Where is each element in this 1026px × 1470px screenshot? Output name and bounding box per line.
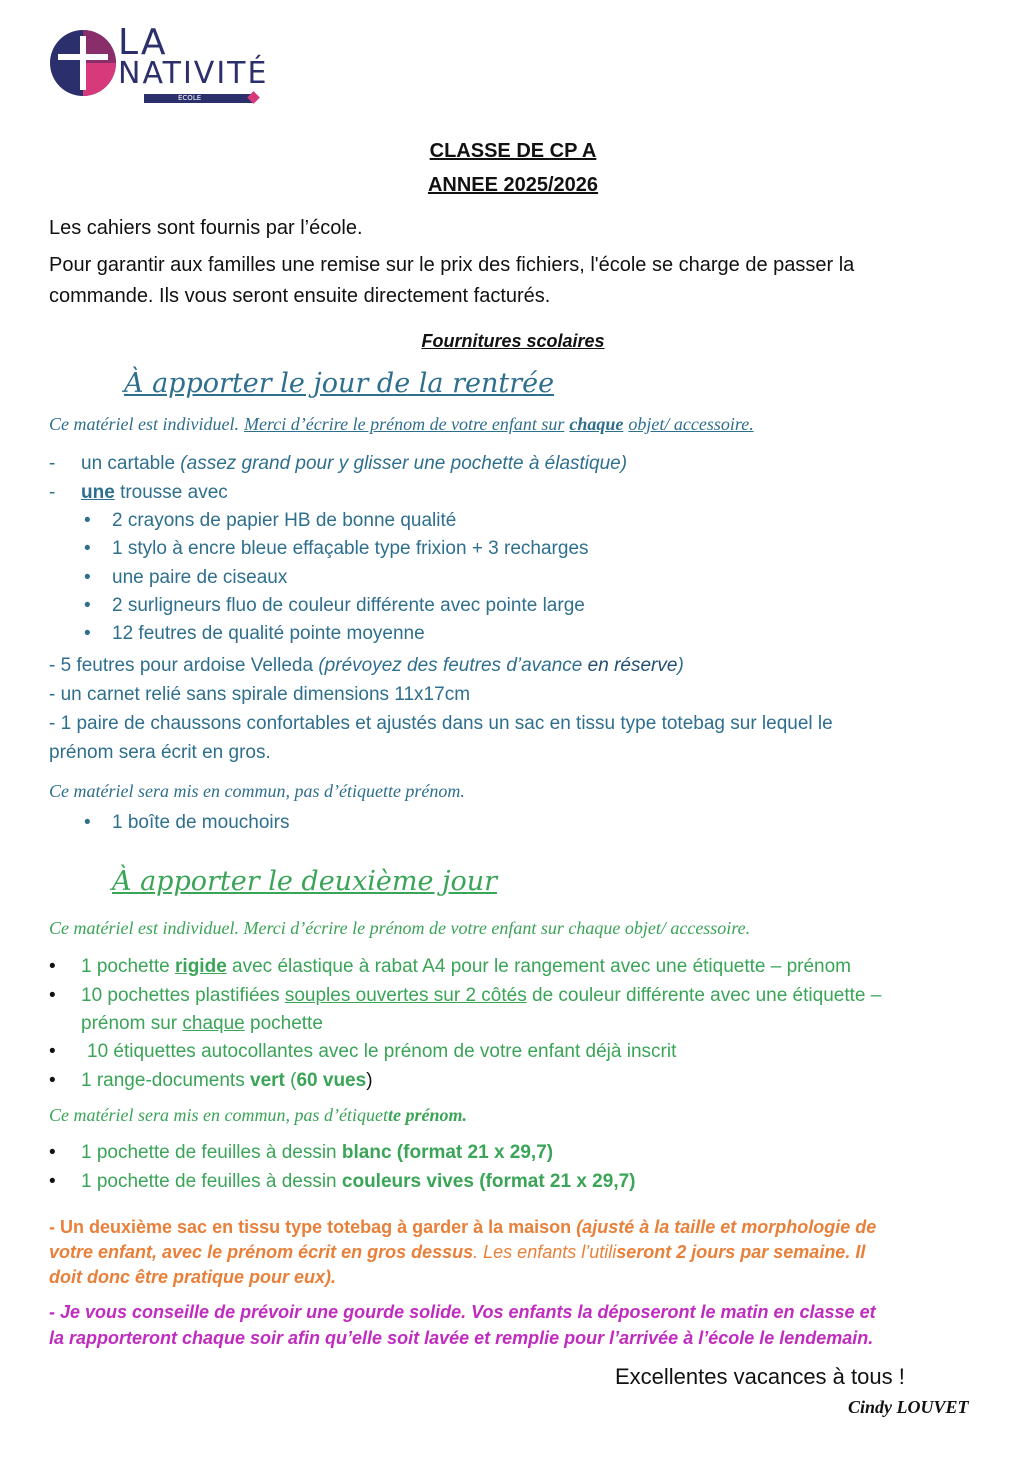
list-item-carnet: - un carnet relié sans spirale dimensions 11x17cm [49, 684, 471, 705]
closing-text: Excellentes vacances à tous ! [615, 1364, 905, 1389]
sub-item-text: une paire de ciseaux [112, 567, 288, 588]
section2-common-note [49, 1105, 467, 1126]
orange-note-line2 [49, 1242, 865, 1263]
sub-item-text: 12 feutres de qualité pointe moyenne [112, 623, 425, 644]
item-vert: vert [250, 1070, 285, 1091]
list-item-pochette-rigide [49, 956, 852, 978]
item-text: de couleur différente avec une étiquette – [532, 985, 882, 1006]
list-item-chaussons-a: - 1 paire de chaussons confortables et ajustés dans un sac en tissu type totebag sur lequel le [49, 713, 833, 734]
item-text: 10 étiquettes autocollantes avec le prénom de votre enfant déjà inscrit [87, 1041, 677, 1062]
item-60-vues: 60 vues [296, 1070, 367, 1091]
section1-note-d: objet/ accessoire. [628, 414, 754, 434]
sub-list-item [84, 510, 457, 532]
sub-item-text: 1 stylo à encre bleue effaçable type frixion + 3 recharges [112, 538, 589, 559]
item-text: 1 pochette [81, 956, 170, 977]
item-cartable: un cartable [81, 453, 176, 474]
supplies-title: Fournitures scolaires [421, 331, 605, 351]
logo-text-ecole: ÉCOLE [178, 94, 202, 102]
school-logo [48, 22, 268, 108]
item-velleda-note: (prévoyez des feutres d’avance [318, 655, 583, 676]
bullet: • [49, 1142, 56, 1163]
bullet: • [49, 1041, 56, 1062]
bullet: • [49, 985, 56, 1006]
logo-text-nativite: NATIVITÉ [118, 56, 269, 91]
orange-note-c: votre enfant, avec le prénom écrit en gros dessus [49, 1242, 474, 1262]
list-item-dessin-blanc [49, 1142, 554, 1164]
item-couleurs: couleurs vives (format 21 x 29,7) [341, 1171, 636, 1192]
item-text: avec élastique à rabat A4 pour le rangement avec une étiquette – prénom [232, 956, 852, 977]
bullet: • [49, 1070, 56, 1091]
sub-list-item [84, 538, 589, 560]
section1-note-a: Ce matériel est individuel. [49, 414, 239, 434]
section1-common-note: Ce matériel sera mis en commun, pas d’étiquette prénom. [49, 781, 465, 801]
item-text: ( [290, 1070, 297, 1091]
item-souples: souples ouvertes sur 2 côtés [284, 985, 527, 1006]
magenta-note-line2: la rapporteront chaque soir afin qu’elle soit lavée et remplie pour l’arrivée à l’école le lendemain. [49, 1328, 874, 1348]
bullet: • [84, 510, 91, 531]
bullet: • [49, 956, 56, 977]
list-item-etiquettes [49, 1041, 677, 1063]
list-item-dessin-couleurs [49, 1171, 636, 1193]
orange-note-a: - Un deuxième sac en tissu type totebag à garder à la maison [49, 1217, 572, 1237]
item-cartable-note: (assez grand pour y glisser une pochette à élastique) [180, 453, 628, 474]
item-text: ) [366, 1070, 373, 1091]
bullet: • [84, 812, 91, 833]
list-item-velleda [49, 655, 684, 677]
year-title: ANNEE 2025/2026 [427, 174, 599, 196]
section1-note-b: Merci d’écrire le prénom de votre enfant sur [243, 414, 565, 434]
dash: - [49, 482, 56, 503]
common-note-b: te prénom. [387, 1105, 467, 1125]
item-velleda-close: ) [677, 655, 684, 676]
section1-note-c: chaque [569, 414, 624, 434]
item-text: 1 range-documents [81, 1070, 245, 1091]
common-note-a: Ce matériel sera mis en commun, pas d’étiquet [49, 1105, 388, 1125]
intro-paragraph-2b: commande. Ils vous seront ensuite directement facturés. [49, 285, 551, 307]
signature: Cindy LOUVET [848, 1397, 969, 1417]
common-list-item [84, 812, 290, 834]
item-chaque: chaque [182, 1013, 245, 1034]
magenta-note-line1: - Je vous conseille de prévoir une gourde solide. Vos enfants la déposeront le matin en classe et [49, 1302, 876, 1322]
class-title: CLASSE DE CP A [429, 140, 597, 162]
section1-note [49, 414, 754, 435]
common-item-text: 1 boîte de mouchoirs [112, 812, 290, 833]
list-item-range-documents [49, 1070, 373, 1092]
sub-list-item [84, 623, 425, 645]
list-item-pochettes-plastifiees [49, 985, 882, 1007]
item-text: prénom sur [81, 1013, 178, 1034]
logo-text-la: LA [118, 22, 168, 63]
item-trousse-une: une [81, 482, 115, 503]
sub-list-item [84, 567, 288, 589]
bullet: • [84, 538, 91, 559]
item-velleda-reserve: en réserve [587, 655, 678, 676]
intro-paragraph-2a: Pour garantir aux familles une remise sur le prix des fichiers, l'école se charge de passer la [49, 254, 855, 276]
orange-note-line3: doit donc être pratique pour eux). [49, 1267, 337, 1287]
sub-item-text: 2 surligneurs fluo de couleur différente avec pointe large [112, 595, 585, 616]
orange-note-line1 [49, 1217, 876, 1238]
sub-list-item [84, 595, 585, 617]
orange-note-d: . Les enfants l’utili [473, 1242, 617, 1262]
bullet: • [84, 595, 91, 616]
item-text: 1 pochette de feuilles à dessin [81, 1171, 337, 1192]
item-velleda: - 5 feutres pour ardoise Velleda [49, 655, 314, 676]
item-text: pochette [250, 1013, 323, 1034]
section2-note: Ce matériel est individuel. Merci d’écrire le prénom de votre enfant sur chaque objet/ accessoire. [49, 918, 751, 938]
item-trousse-text: trousse avec [120, 482, 228, 503]
item-text: 10 pochettes plastifiées [81, 985, 280, 1006]
logo-emblem-icon [48, 28, 118, 98]
bullet: • [84, 567, 91, 588]
orange-note-b: (ajusté à la taille et morphologie de [576, 1217, 877, 1237]
list-item-pochettes-plastifiees-cont [81, 1013, 323, 1035]
orange-note-e: seront 2 jours par semaine. Il [616, 1242, 866, 1262]
item-blanc: blanc (format 21 x 29,7) [341, 1142, 554, 1163]
dash: - [49, 453, 56, 474]
item-rigide: rigide [175, 956, 227, 977]
sub-item-text: 2 crayons de papier HB de bonne qualité [112, 510, 457, 531]
bullet: • [84, 623, 91, 644]
list-item-trousse [49, 482, 228, 504]
list-item-cartable [49, 453, 628, 475]
section2-heading: À apporter le deuxième jour [112, 866, 498, 897]
list-item-chaussons-b: prénom sera écrit en gros. [49, 742, 271, 763]
section1-heading: À apporter le jour de la rentrée [124, 368, 555, 399]
intro-paragraph-1: Les cahiers sont fournis par l’école. [49, 217, 363, 239]
item-text: 1 pochette de feuilles à dessin [81, 1142, 337, 1163]
bullet: • [49, 1171, 56, 1192]
